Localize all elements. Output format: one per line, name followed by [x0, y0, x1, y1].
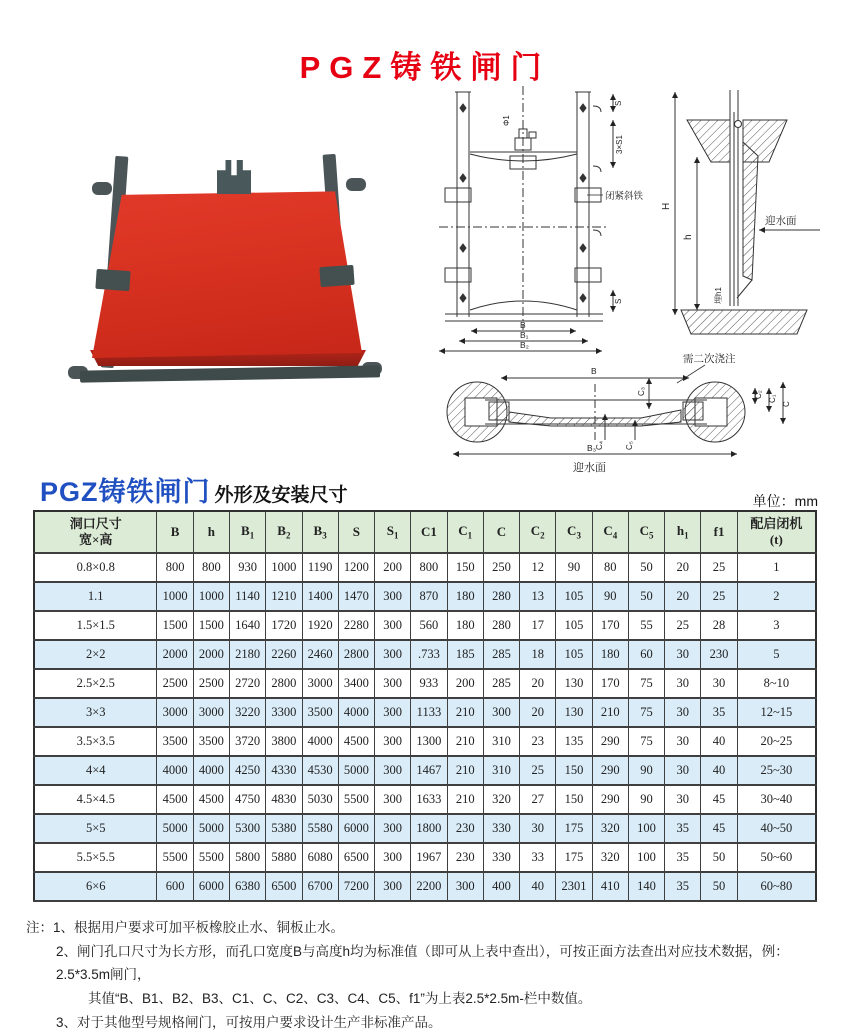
table-row	[34, 611, 816, 640]
table-cell-size: 6×6	[34, 872, 157, 901]
table-cell: 100	[628, 843, 664, 872]
table-cell: 8~10	[737, 669, 816, 698]
table-cell: 6000	[338, 814, 374, 843]
gate-lug	[346, 178, 366, 191]
table-cell: 3000	[193, 698, 229, 727]
table-cell: 3800	[266, 727, 302, 756]
label-c3: C₃	[637, 387, 646, 396]
table-row	[34, 640, 816, 669]
table-header-cell: $B_3$	[302, 511, 338, 553]
table-cell: 4500	[193, 785, 229, 814]
side-view-drawing	[675, 90, 820, 334]
table-cell: 20	[665, 582, 701, 611]
table-cell: 230	[701, 640, 737, 669]
table-cell: 5580	[302, 814, 338, 843]
table-cell: 300	[375, 843, 411, 872]
table-cell: 2280	[338, 611, 374, 640]
table-row	[34, 553, 816, 582]
table-cell: 1400	[302, 582, 338, 611]
table-cell: 90	[628, 785, 664, 814]
table-cell: 140	[628, 872, 664, 901]
table-cell: 1470	[338, 582, 374, 611]
table-cell: 1800	[411, 814, 447, 843]
table-row	[34, 785, 816, 814]
table-cell: 5800	[229, 843, 265, 872]
table-cell: 180	[447, 611, 483, 640]
table-cell-size: 1.1	[34, 582, 157, 611]
table-cell: 3500	[302, 698, 338, 727]
table-cell: 3000	[302, 669, 338, 698]
table-cell: 7200	[338, 872, 374, 901]
front-view-drawing	[439, 86, 613, 351]
table-cell: 310	[483, 727, 519, 756]
table-cell: 300	[375, 582, 411, 611]
table-header-cell: $h_1$	[665, 511, 701, 553]
table-cell: 310	[483, 756, 519, 785]
table-cell: 35	[665, 814, 701, 843]
table-cell: 20	[665, 553, 701, 582]
table-cell: 2800	[338, 640, 374, 669]
table-cell: 75	[628, 698, 664, 727]
table-cell: 30	[665, 727, 701, 756]
table-header-cell: C	[483, 511, 519, 553]
table-cell: 150	[447, 553, 483, 582]
table-header-cell: $C_4$	[592, 511, 628, 553]
table-cell: 170	[592, 611, 628, 640]
table-cell-size: 3×3	[34, 698, 157, 727]
table-cell: 210	[447, 756, 483, 785]
table-cell: 60~80	[737, 872, 816, 901]
table-cell: 25	[520, 756, 556, 785]
table-cell-size: 5.5×5.5	[34, 843, 157, 872]
table-cell: 285	[483, 669, 519, 698]
table-cell: 4000	[157, 756, 193, 785]
table-cell: 35	[701, 698, 737, 727]
table-cell: 800	[411, 553, 447, 582]
table-header-cell: $C_3$	[556, 511, 592, 553]
table-cell: 6500	[266, 872, 302, 901]
table-cell: 3500	[193, 727, 229, 756]
table-cell: 90	[592, 582, 628, 611]
table-cell: 4250	[229, 756, 265, 785]
table-cell: 12~15	[737, 698, 816, 727]
table-cell: 1500	[157, 611, 193, 640]
table-row	[34, 872, 816, 901]
table-cell: 1210	[266, 582, 302, 611]
table-cell: 280	[483, 611, 519, 640]
label-water-plan: 迎水面	[573, 460, 606, 474]
label-h1: 埋h1	[713, 287, 723, 304]
table-cell: 5500	[157, 843, 193, 872]
label-3xs1: 3×S1	[615, 135, 624, 154]
table-cell: 1200	[338, 553, 374, 582]
table-cell-size: 5×5	[34, 814, 157, 843]
product-photo	[62, 128, 392, 390]
table-cell: 175	[556, 814, 592, 843]
table-cell: 600	[157, 872, 193, 901]
table-cell: 330	[483, 814, 519, 843]
notes	[26, 916, 826, 1034]
table-cell: 130	[556, 698, 592, 727]
table-cell: 5	[737, 640, 816, 669]
table-cell: 6380	[229, 872, 265, 901]
table-cell: 210	[592, 698, 628, 727]
table-cell: 175	[556, 843, 592, 872]
label-s-bottom: S	[614, 299, 623, 304]
label-dim-b2: B₂	[520, 340, 529, 350]
table-cell-size: 2×2	[34, 640, 157, 669]
table-cell: 320	[592, 814, 628, 843]
table-cell: 1640	[229, 611, 265, 640]
note-line: 注：1、根据用户要求可加平板橡胶止水、铜板止水。	[26, 916, 826, 940]
gate-lug	[92, 182, 112, 195]
table-cell: 30~40	[737, 785, 816, 814]
note-line: 2、闸门孔口尺寸为长方形，而孔口宽度B与高度h均为标准值（即可从上表中查出），可按正面方法查出对应技术数据，例：2.5*3.5m闸门，	[26, 940, 826, 987]
label-plan-b: B	[591, 366, 597, 376]
table-cell: 100	[628, 814, 664, 843]
table-cell: 30	[665, 698, 701, 727]
table-cell: 1633	[411, 785, 447, 814]
table-cell: 28	[701, 611, 737, 640]
table-cell: 40	[520, 872, 556, 901]
table-cell: 180	[447, 582, 483, 611]
label-c4: C₄	[595, 441, 604, 450]
table-header-cell: B	[157, 511, 193, 553]
table-cell: 30	[665, 669, 701, 698]
unit-label: 单位：mm	[753, 491, 818, 511]
table-cell: 27	[520, 785, 556, 814]
table-cell: 90	[556, 553, 592, 582]
table-cell: 5300	[229, 814, 265, 843]
table-cell: 35	[665, 872, 701, 901]
table-cell-size: 3.5×3.5	[34, 727, 157, 756]
table-row	[34, 756, 816, 785]
table-cell: 1720	[266, 611, 302, 640]
table-cell-size: 4.5×4.5	[34, 785, 157, 814]
table-cell: 210	[447, 785, 483, 814]
table-cell: 290	[592, 727, 628, 756]
table-header-cell	[34, 511, 157, 553]
label-c2: C₂	[754, 390, 763, 399]
table-cell: 30	[520, 814, 556, 843]
table-cell: 2720	[229, 669, 265, 698]
table-cell: 130	[556, 669, 592, 698]
note-line: 其值“B、B1、B2、B3、C1、C、C2、C3、C4、C5、f1”为上表2.5*2.5m-栏中数值。	[26, 987, 826, 1011]
section-subtitle: 外形及安装尺寸	[215, 485, 348, 506]
table-header-cell: $C_5$	[628, 511, 664, 553]
table-cell: 90	[628, 756, 664, 785]
table-cell: 5380	[266, 814, 302, 843]
table-cell: 30	[701, 669, 737, 698]
table-cell: 300	[483, 698, 519, 727]
table-cell: 250	[483, 553, 519, 582]
table-cell: 1000	[266, 553, 302, 582]
table-cell: 3	[737, 611, 816, 640]
table-cell: 1920	[302, 611, 338, 640]
table-cell: 1140	[229, 582, 265, 611]
table-cell: 560	[411, 611, 447, 640]
table-cell: 105	[556, 582, 592, 611]
table-cell: 30	[665, 785, 701, 814]
table-row	[34, 669, 816, 698]
table-cell: 4000	[193, 756, 229, 785]
table-cell: 1300	[411, 727, 447, 756]
table-cell: 20	[520, 698, 556, 727]
table-cell: 300	[375, 611, 411, 640]
table-cell: 3720	[229, 727, 265, 756]
table-cell: 300	[375, 640, 411, 669]
header-line: 洞口尺寸	[35, 516, 156, 532]
table-header-cell: S	[338, 511, 374, 553]
table-cell: 410	[592, 872, 628, 901]
table-cell: 2	[737, 582, 816, 611]
table-cell: 105	[556, 640, 592, 669]
table-header-row	[34, 511, 816, 553]
table-cell: 6700	[302, 872, 338, 901]
table-cell: 933	[411, 669, 447, 698]
table-cell: 35	[665, 843, 701, 872]
table-cell: .733	[411, 640, 447, 669]
table-row	[34, 727, 816, 756]
table-cell: 930	[229, 553, 265, 582]
table-cell: 33	[520, 843, 556, 872]
table-cell: 400	[483, 872, 519, 901]
label-b3: B₃	[587, 443, 596, 453]
table-cell: 2500	[193, 669, 229, 698]
table-cell: 1000	[193, 582, 229, 611]
table-cell: 50	[628, 553, 664, 582]
table-cell: 170	[592, 669, 628, 698]
label-wedge: 闭紧斜铁	[605, 190, 644, 202]
table-cell: 1	[737, 553, 816, 582]
table-cell: 20~25	[737, 727, 816, 756]
table-cell-size: 2.5×2.5	[34, 669, 157, 698]
table-cell: 1000	[157, 582, 193, 611]
table-header-cell: C1	[411, 511, 447, 553]
table-cell: 320	[592, 843, 628, 872]
label-c5: C₅	[625, 441, 634, 450]
table-cell: 50~60	[737, 843, 816, 872]
table-cell: 23	[520, 727, 556, 756]
table-cell: 25~30	[737, 756, 816, 785]
table-header-cell: $C_1$	[447, 511, 483, 553]
table-cell: 40	[701, 727, 737, 756]
table-cell: 4530	[302, 756, 338, 785]
table-cell: 2460	[302, 640, 338, 669]
table-cell: 4000	[338, 698, 374, 727]
table-cell: 2800	[266, 669, 302, 698]
table-cell: 285	[483, 640, 519, 669]
table-cell: 5030	[302, 785, 338, 814]
label-pour: 需二次浇注	[683, 352, 736, 365]
table-cell: 150	[556, 785, 592, 814]
table-cell: 18	[520, 640, 556, 669]
table-cell: 12	[520, 553, 556, 582]
table-cell: 1500	[193, 611, 229, 640]
table-cell: 290	[592, 756, 628, 785]
table-cell: 300	[375, 872, 411, 901]
table-header-cell: h	[193, 511, 229, 553]
section-brand: PGZ铸铁闸门	[40, 477, 211, 507]
table-cell: 4000	[302, 727, 338, 756]
header-line: 宽×高	[35, 532, 156, 548]
table-cell: 2500	[157, 669, 193, 698]
table-cell: 300	[375, 756, 411, 785]
gate-bottom-frame	[80, 365, 380, 382]
table-cell: 200	[375, 553, 411, 582]
table-cell: 25	[701, 553, 737, 582]
label-phi1: Φ1	[502, 115, 511, 126]
table-cell: 330	[483, 843, 519, 872]
table-cell: 4830	[266, 785, 302, 814]
header-line: 配启闭机	[738, 516, 815, 532]
table-cell: 1190	[302, 553, 338, 582]
table-cell: 870	[411, 582, 447, 611]
table-cell: 25	[665, 611, 701, 640]
table-cell: 25	[701, 582, 737, 611]
table-cell: 6080	[302, 843, 338, 872]
table-cell: 45	[701, 785, 737, 814]
header-line: (t)	[738, 532, 815, 548]
table-cell: 40~50	[737, 814, 816, 843]
table-cell: 30	[665, 640, 701, 669]
table-cell: 3000	[157, 698, 193, 727]
table-cell: 320	[483, 785, 519, 814]
table-cell: 105	[556, 611, 592, 640]
table-cell: 2180	[229, 640, 265, 669]
table-header-cell: $B_2$	[266, 511, 302, 553]
table-cell: 1467	[411, 756, 447, 785]
table-cell: 300	[375, 727, 411, 756]
table-cell: 4330	[266, 756, 302, 785]
table-cell: 180	[592, 640, 628, 669]
label-h: h	[683, 234, 694, 240]
table-cell: 40	[701, 756, 737, 785]
table-cell: 5500	[338, 785, 374, 814]
table-cell: 20	[520, 669, 556, 698]
table-cell: 17	[520, 611, 556, 640]
table-cell: 3500	[157, 727, 193, 756]
label-dim-b: B	[520, 320, 526, 330]
table-cell: 210	[447, 698, 483, 727]
gate-lift-lug	[217, 160, 251, 194]
table-cell: 50	[628, 582, 664, 611]
label-H: H	[661, 203, 672, 210]
table-cell: 2260	[266, 640, 302, 669]
table-cell-size: 1.5×1.5	[34, 611, 157, 640]
table-cell: 135	[556, 727, 592, 756]
table-cell: 45	[701, 814, 737, 843]
table-cell: 1967	[411, 843, 447, 872]
table-cell: 6000	[193, 872, 229, 901]
table-cell: 230	[447, 843, 483, 872]
label-water-side: 迎水面	[765, 214, 797, 227]
table-cell: 200	[447, 669, 483, 698]
table-cell: 1133	[411, 698, 447, 727]
table-cell: 75	[628, 727, 664, 756]
table-header-cell	[737, 511, 816, 553]
spec-table	[33, 510, 817, 902]
table-cell: 80	[592, 553, 628, 582]
table-cell: 800	[193, 553, 229, 582]
table-cell: 2200	[411, 872, 447, 901]
table-cell: 300	[375, 669, 411, 698]
section-heading	[40, 470, 830, 509]
table-row	[34, 582, 816, 611]
table-cell-size: 0.8×0.8	[34, 553, 157, 582]
table-cell: 60	[628, 640, 664, 669]
table-header-cell: f1	[701, 511, 737, 553]
table-cell: 230	[447, 814, 483, 843]
plan-view-drawing	[447, 365, 783, 454]
table-cell: 5880	[266, 843, 302, 872]
page-title: PGZ铸铁闸门	[0, 42, 850, 87]
table-cell: 13	[520, 582, 556, 611]
table-cell-size: 4×4	[34, 756, 157, 785]
table-cell: 800	[157, 553, 193, 582]
table-cell: 5500	[193, 843, 229, 872]
table-cell: 5000	[157, 814, 193, 843]
gate-wedge-block	[95, 269, 130, 291]
table-cell: 2301	[556, 872, 592, 901]
table-cell: 150	[556, 756, 592, 785]
table-header-cell: $B_1$	[229, 511, 265, 553]
technical-drawings	[425, 82, 850, 474]
table-cell: 75	[628, 669, 664, 698]
table-cell: 30	[665, 756, 701, 785]
table-cell: 4500	[157, 785, 193, 814]
note-line: 3、对于其他型号规格闸门，可按用户要求设计生产非标准产品。	[26, 1011, 826, 1034]
table-header-cell: $C_2$	[520, 511, 556, 553]
table-cell: 2000	[157, 640, 193, 669]
table-cell: 300	[375, 814, 411, 843]
table-cell: 6500	[338, 843, 374, 872]
table-cell: 210	[447, 727, 483, 756]
table-cell: 300	[447, 872, 483, 901]
table-cell: 3300	[266, 698, 302, 727]
label-dim-b1: B₁	[520, 330, 529, 340]
table-cell: 185	[447, 640, 483, 669]
table-cell: 4750	[229, 785, 265, 814]
table-cell: 290	[592, 785, 628, 814]
label-c: C	[782, 401, 791, 407]
table-row	[34, 814, 816, 843]
table-cell: 300	[375, 785, 411, 814]
table-cell: 55	[628, 611, 664, 640]
gate-wedge-block	[319, 265, 354, 287]
table-cell: 5000	[338, 756, 374, 785]
table-cell: 50	[701, 872, 737, 901]
table-cell: 50	[701, 843, 737, 872]
table-cell: 300	[375, 698, 411, 727]
table-cell: 4500	[338, 727, 374, 756]
label-c1: C₁	[768, 394, 777, 403]
table-row	[34, 698, 816, 727]
label-s-top: S	[614, 101, 623, 106]
table-cell: 3400	[338, 669, 374, 698]
table-cell: 3220	[229, 698, 265, 727]
table-cell: 2000	[193, 640, 229, 669]
table-cell: 5000	[193, 814, 229, 843]
table-row	[34, 843, 816, 872]
table-cell: 280	[483, 582, 519, 611]
table-header-cell: $S_1$	[375, 511, 411, 553]
